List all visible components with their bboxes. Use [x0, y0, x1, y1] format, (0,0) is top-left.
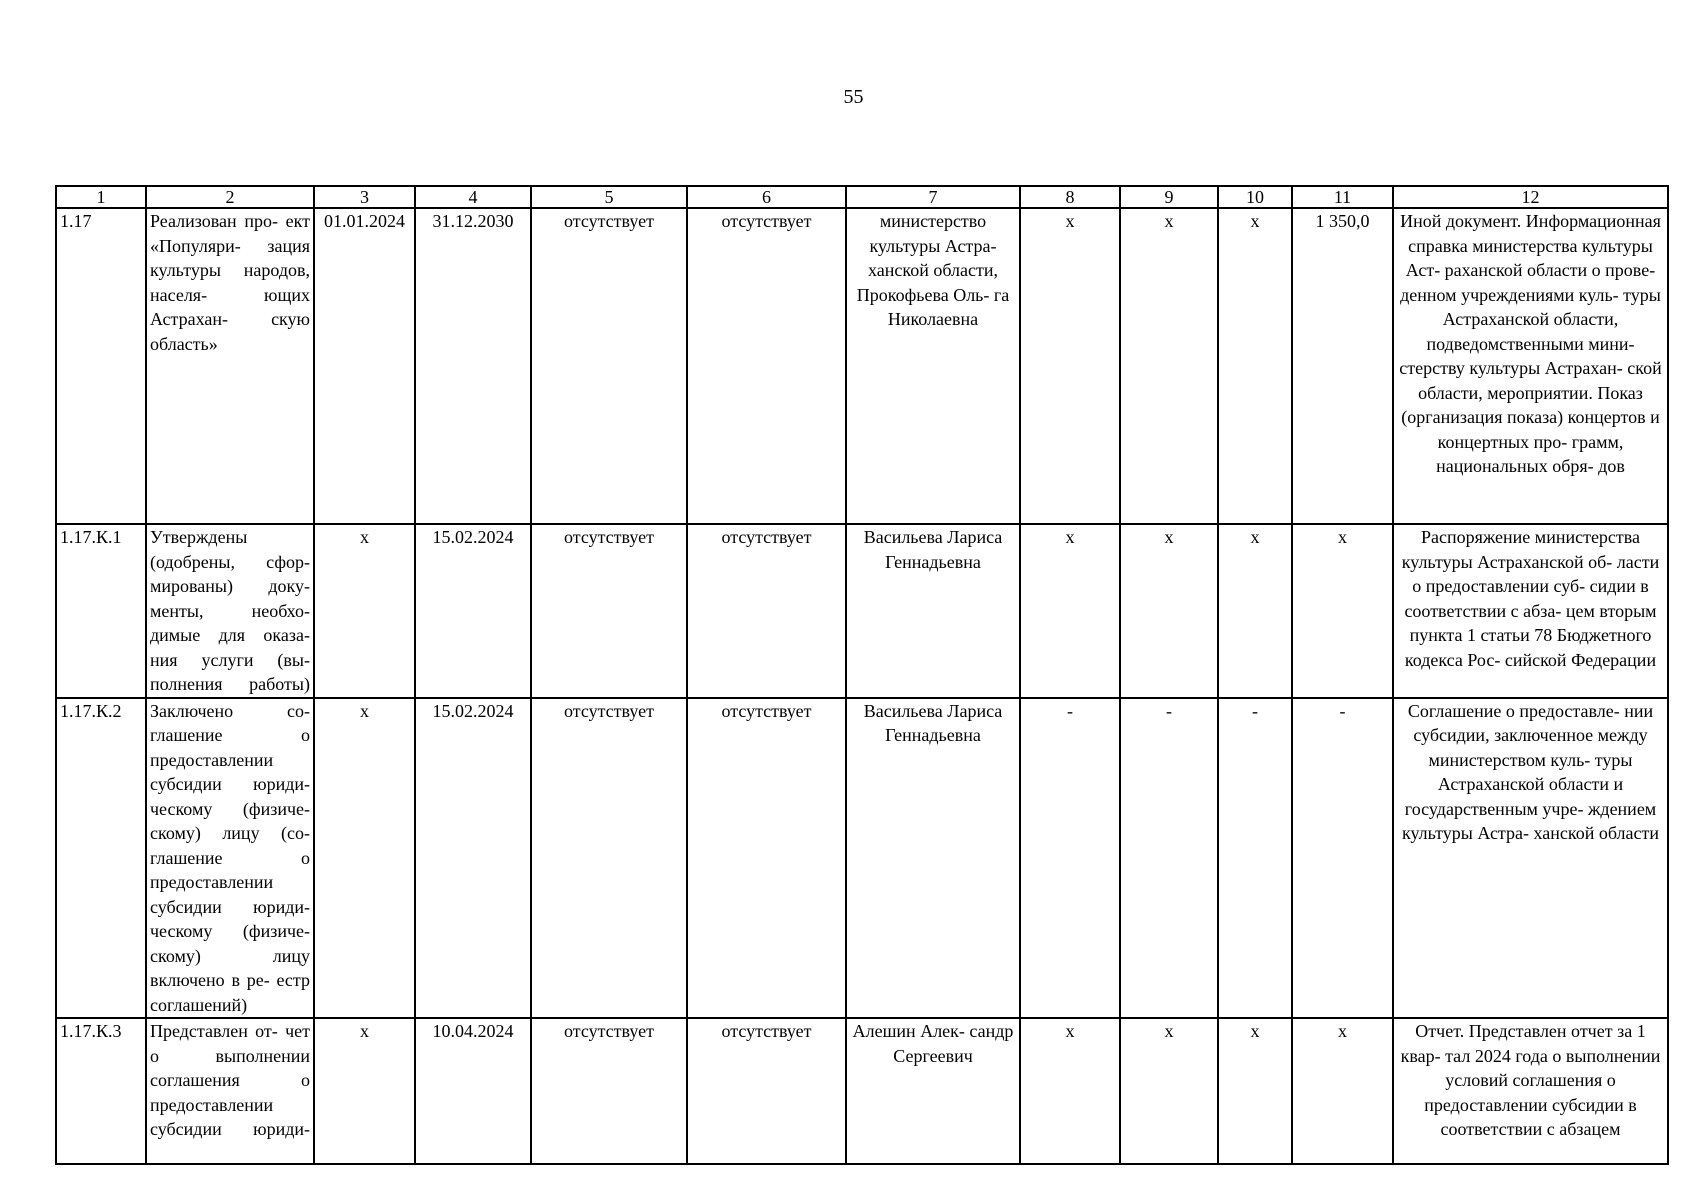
responsible-cell: Алешин Алек- сандр Сергеевич	[846, 1018, 1020, 1164]
table-row	[56, 208, 1668, 524]
header-cell: 5	[531, 186, 687, 208]
col11-cell: 1 350,0	[1292, 208, 1393, 524]
header-cell: 12	[1393, 186, 1668, 208]
table-row	[56, 698, 1668, 1019]
start-date-cell: 01.01.2024	[314, 208, 415, 524]
col5-cell: отсутствует	[531, 1018, 687, 1164]
col6-cell: отсутствует	[687, 1018, 846, 1164]
responsible-cell: Васильева Лариса Геннадьевна	[846, 524, 1020, 698]
row-number-cell: 1.17.К.2	[56, 698, 146, 1019]
plan-table	[55, 185, 1669, 1165]
col9-cell: x	[1120, 524, 1218, 698]
col9-cell: x	[1120, 1018, 1218, 1164]
col11-cell: x	[1292, 1018, 1393, 1164]
header-cell: 7	[846, 186, 1020, 208]
result-name-cell: Заключено со- глашение о предоставлении субсидии юриди- ческому (физиче- скому) лицу (со- глашение о предоставлении субсидии юриди- ческому (физиче- скому) лицу включено в ре- естр соглашений)	[146, 698, 314, 1019]
col10-cell: -	[1218, 698, 1292, 1019]
table-row	[56, 524, 1668, 698]
header-cell: 9	[1120, 186, 1218, 208]
col6-cell: отсутствует	[687, 524, 846, 698]
col6-cell: отсутствует	[687, 208, 846, 524]
col9-cell: -	[1120, 698, 1218, 1019]
col8-cell: x	[1020, 524, 1120, 698]
header-cell: 11	[1292, 186, 1393, 208]
document-cell: Отчет. Представлен отчет за 1 квар- тал 2024 года о выполнении условий соглашения о предоставлении субсидии в соответствии с абзацем	[1393, 1018, 1668, 1164]
col5-cell: отсутствует	[531, 698, 687, 1019]
col6-cell: отсутствует	[687, 698, 846, 1019]
header-cell: 10	[1218, 186, 1292, 208]
result-name-cell: Представлен от- чет о выполнении соглашения о предоставлении субсидии юриди-	[146, 1018, 314, 1164]
col8-cell: x	[1020, 208, 1120, 524]
end-date-cell: 10.04.2024	[415, 1018, 531, 1164]
result-name-cell: Реализован про- ект «Популяри- зация культуры народов, населя- ющих Астрахан- скую область»	[146, 208, 314, 524]
responsible-cell: Васильева Лариса Геннадьевна	[846, 698, 1020, 1019]
col8-cell: -	[1020, 698, 1120, 1019]
header-row	[56, 186, 1668, 208]
col9-cell: x	[1120, 208, 1218, 524]
document-cell: Соглашение о предоставле- нии субсидии, заключенное между министерством куль- туры Астраханской области и государственным учре- ждением культуры Астра- ханской области	[1393, 698, 1668, 1019]
document-cell: Иной документ. Информационная справка министерства культуры Аст- раханской области о прове- денном учреждениями куль- туры Астраханской области, подведомственными мини- стерству культуры Астрахан- ской области, мероприятии. Показ (организация показа) концертов и концертных про- грамм, национальных обря- дов	[1393, 208, 1668, 524]
col10-cell: x	[1218, 1018, 1292, 1164]
start-date-cell: x	[314, 698, 415, 1019]
row-number-cell: 1.17	[56, 208, 146, 524]
end-date-cell: 15.02.2024	[415, 698, 531, 1019]
start-date-cell: x	[314, 1018, 415, 1164]
responsible-cell: министерство культуры Астра- ханской области, Прокофьева Оль- га Николаевна	[846, 208, 1020, 524]
start-date-cell: x	[314, 524, 415, 698]
page-number: 55	[843, 86, 864, 108]
col10-cell: x	[1218, 524, 1292, 698]
document-cell: Распоряжение министерства культуры Астраханской об- ласти о предоставлении суб- сидии в соответствии с абза- цем вторым пункта 1 статьи 78 Бюджетного кодекса Рос- сийской Федерации	[1393, 524, 1668, 698]
col10-cell: x	[1218, 208, 1292, 524]
col5-cell: отсутствует	[531, 208, 687, 524]
end-date-cell: 15.02.2024	[415, 524, 531, 698]
header-cell: 1	[56, 186, 146, 208]
col11-cell: -	[1292, 698, 1393, 1019]
col11-cell: x	[1292, 524, 1393, 698]
result-name-cell: Утверждены (одобрены, сфор- мированы) доку- менты, необхо- димые для оказа- ния услуги (вы- полнения работы)	[146, 524, 314, 698]
end-date-cell: 31.12.2030	[415, 208, 531, 524]
header-cell: 8	[1020, 186, 1120, 208]
header-cell: 2	[146, 186, 314, 208]
header-cell: 6	[687, 186, 846, 208]
row-number-cell: 1.17.К.1	[56, 524, 146, 698]
col8-cell: x	[1020, 1018, 1120, 1164]
header-cell: 4	[415, 186, 531, 208]
row-number-cell: 1.17.К.3	[56, 1018, 146, 1164]
table-row	[56, 1018, 1668, 1164]
col5-cell: отсутствует	[531, 524, 687, 698]
header-cell: 3	[314, 186, 415, 208]
